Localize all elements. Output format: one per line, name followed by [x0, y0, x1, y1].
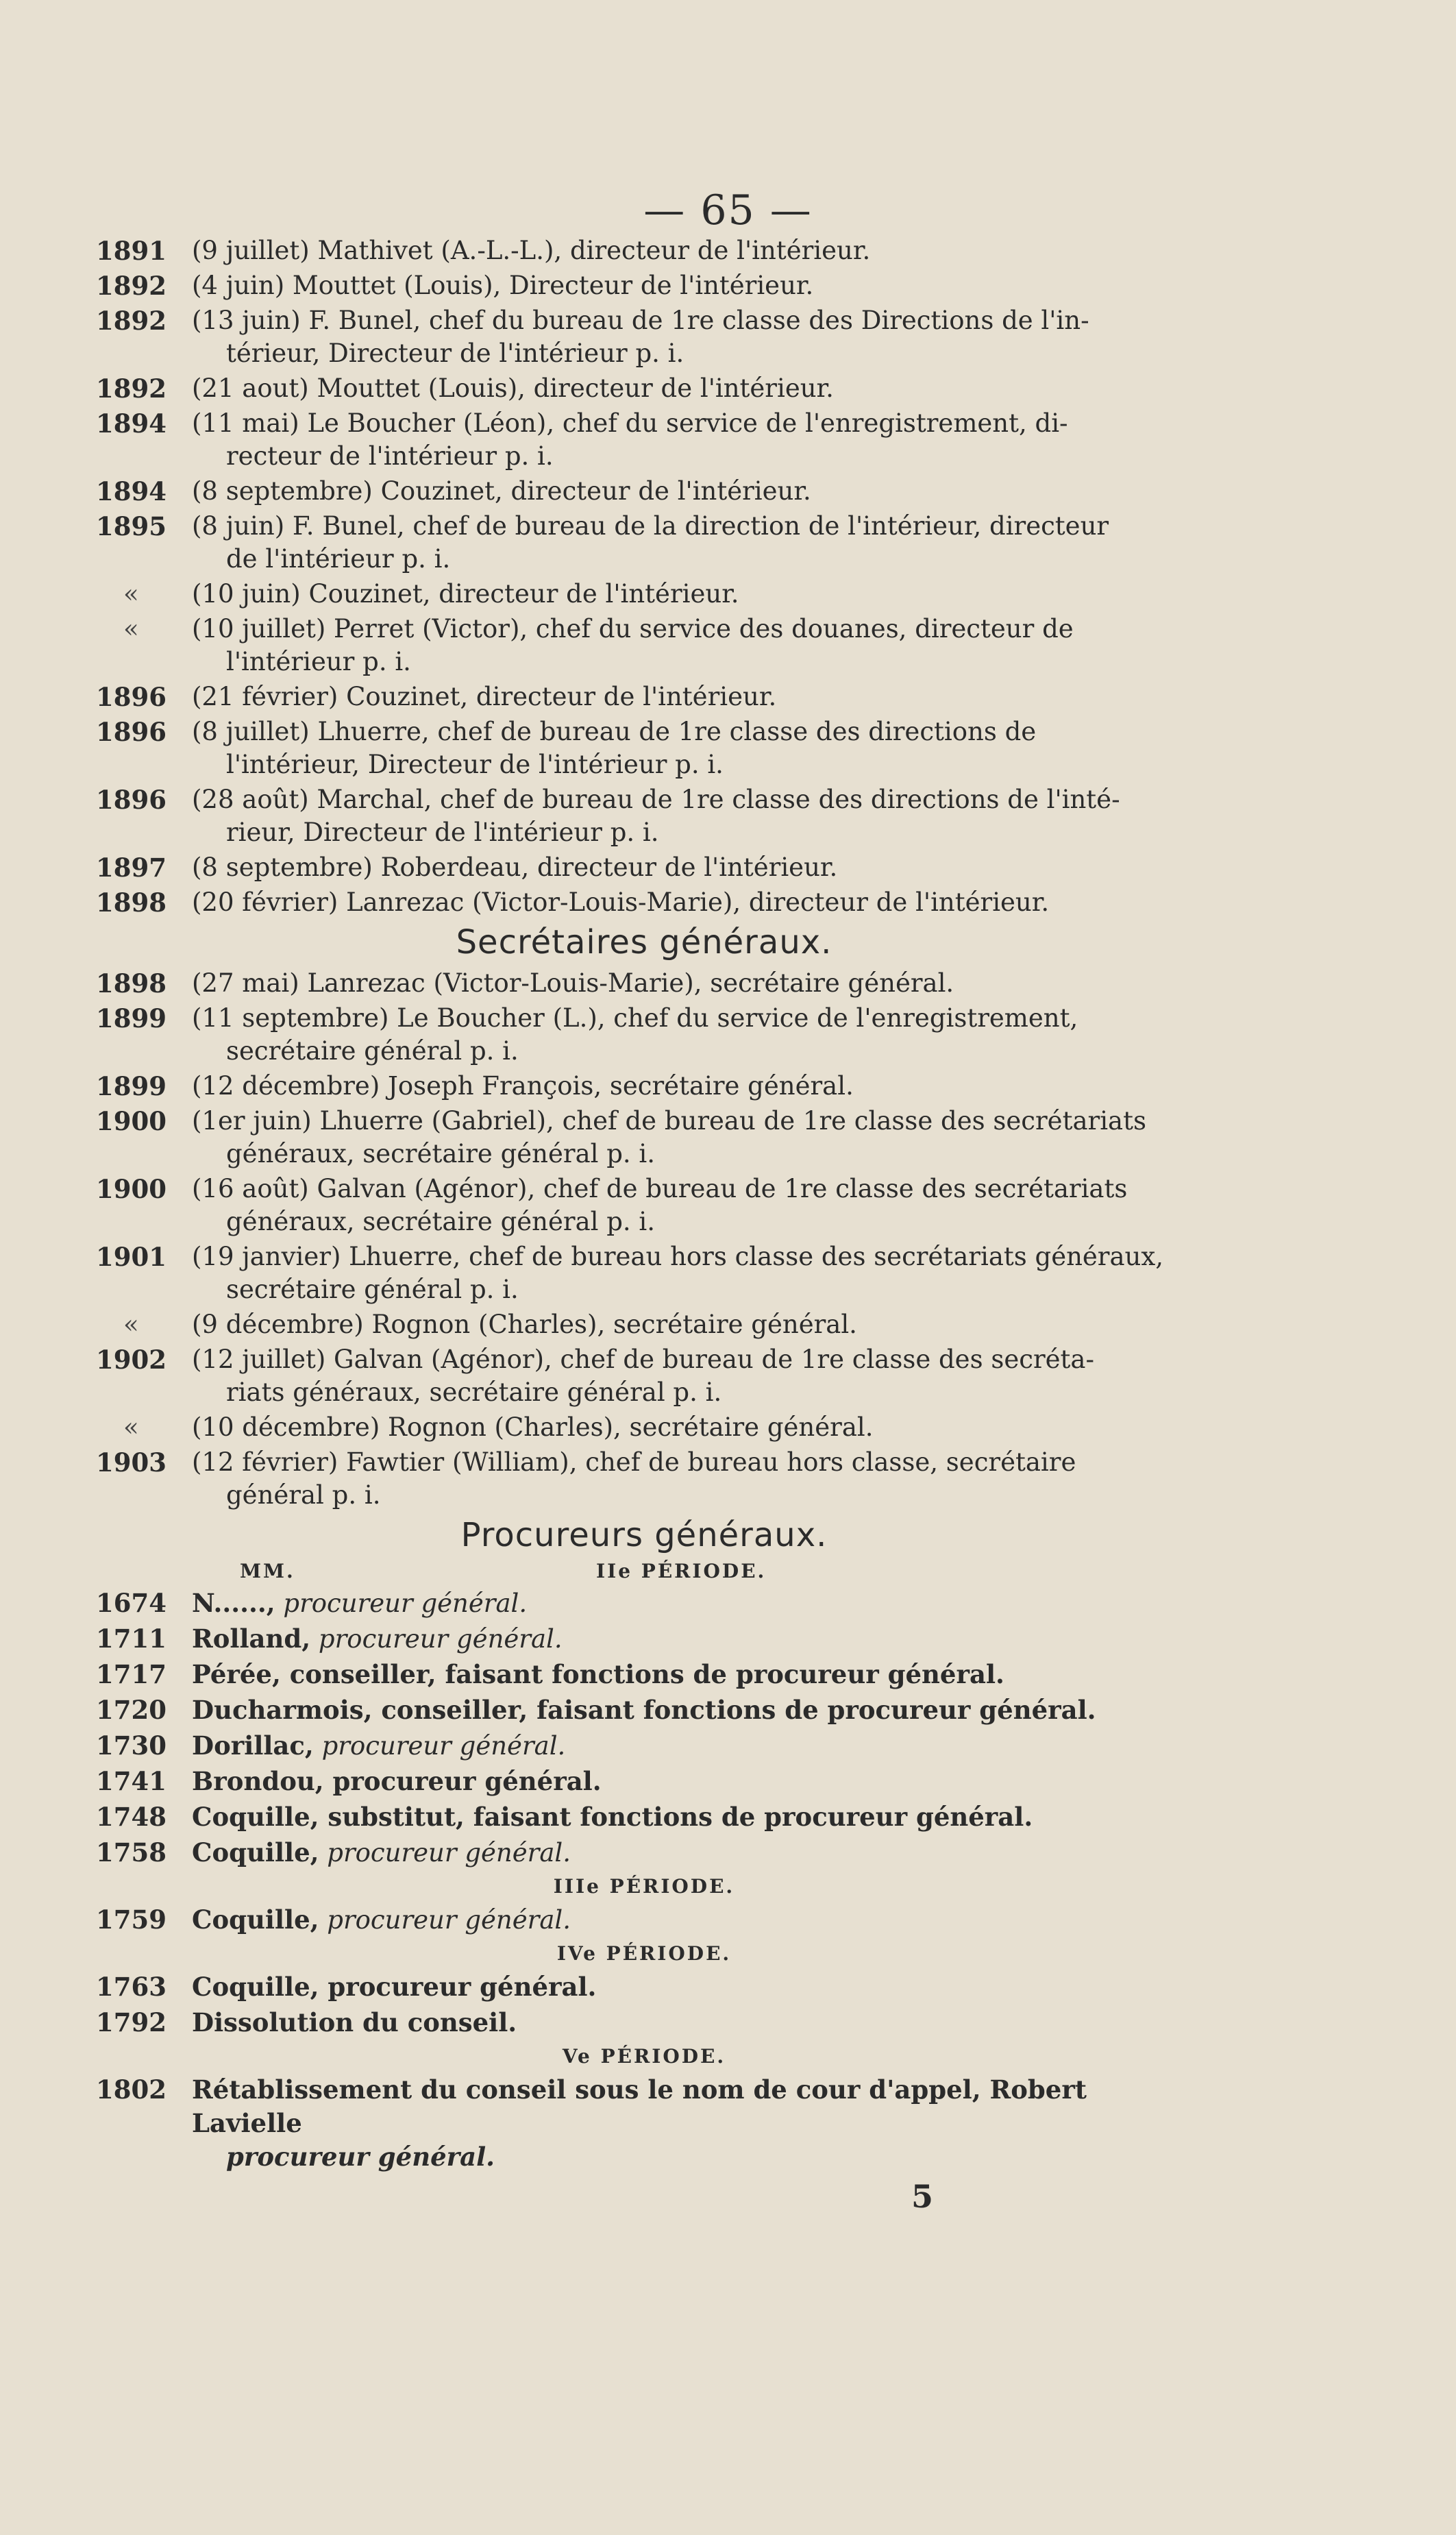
entry-text [192, 372, 1192, 405]
entry-year: 1901 [96, 1242, 166, 1272]
procureur-role: procureur général. [319, 1905, 571, 1935]
procureur-row [96, 1693, 1192, 1727]
procureur-name: Pérée, conseiller, faisant fonctions de procureur général. [192, 1659, 1004, 1689]
entry-line: (12 juillet) Galvan (Agénor), chef de bureau de 1re classe des secréta- [192, 1345, 1094, 1374]
procureurs-period-5 [96, 2073, 1192, 2173]
procureur-text [192, 2073, 1192, 2173]
secretaries-section [96, 967, 1192, 1512]
entry-line-continued: de l'intérieur p. i. [226, 544, 451, 574]
procureurs-period-2 [96, 1587, 1192, 1870]
entry-year: « [123, 1412, 139, 1442]
entry-text [192, 1411, 1192, 1444]
entry-line-continued: secrétaire général p. i. [226, 1275, 519, 1304]
procureur-text [192, 1729, 1192, 1763]
entry-year: « [123, 579, 139, 609]
entry-line-continued: secrétaire général p. i. [226, 1036, 519, 1066]
procureur-row [96, 1729, 1192, 1763]
procureurs-period-4 [96, 1970, 1192, 2040]
procureur-name: Brondou, procureur général. [192, 1766, 602, 1796]
entry-line-continued: généraux, secrétaire général p. i. [226, 1207, 656, 1236]
entry-line: (19 janvier) Lhuerre, chef de bureau hors classe des secrétariats généraux, [192, 1242, 1164, 1271]
entry-year: 1894 [96, 408, 166, 439]
procureur-row [96, 1970, 1192, 2004]
procureur-year: 1748 [96, 1802, 166, 1832]
entry-row [96, 510, 1192, 576]
signature-mark: 5 [911, 2178, 934, 2215]
procureur-text [192, 1658, 1192, 1691]
entry-row [96, 783, 1192, 849]
entry-row [96, 715, 1192, 781]
entry-line: (4 juin) Mouttet (Louis), Directeur de l'intérieur. [192, 271, 814, 300]
entry-year: 1892 [96, 306, 166, 336]
entry-row [96, 1308, 1192, 1341]
entry-text [192, 407, 1192, 473]
entry-row [96, 269, 1192, 302]
procureur-year: 1802 [96, 2074, 166, 2105]
entry-row [96, 1446, 1192, 1512]
entries-list [96, 234, 1192, 2175]
procureur-year: 1711 [96, 1624, 166, 1654]
procureur-year: 1758 [96, 1837, 166, 1867]
entry-line: (8 juin) F. Bunel, chef de bureau de la direction de l'intérieur, directeur [192, 511, 1109, 541]
entry-year: 1898 [96, 968, 166, 999]
entry-line: (10 juin) Couzinet, directeur de l'intérieur. [192, 579, 739, 609]
entry-row [96, 1240, 1192, 1306]
entry-line: (21 aout) Mouttet (Louis), directeur de l'intérieur. [192, 373, 834, 403]
entry-line-continued: général p. i. [226, 1480, 381, 1510]
entry-year: 1892 [96, 271, 166, 301]
procureur-row [96, 1836, 1192, 1870]
procureurs-period-3 [96, 1903, 1192, 1937]
page-number: — 65 — [643, 186, 813, 234]
entry-line: (8 septembre) Roberdeau, directeur de l'intérieur. [192, 853, 838, 882]
entry-row [96, 967, 1192, 1000]
entry-line-continued: généraux, secrétaire général p. i. [226, 1139, 656, 1168]
entry-year: 1895 [96, 511, 166, 541]
entry-text [192, 1173, 1192, 1238]
procureurs-title: Procureurs généraux. [460, 1516, 828, 1554]
entry-line: (11 septembre) Le Boucher (L.), chef du service de l'enregistrement, [192, 1003, 1078, 1033]
procureur-name: Dorillac, [192, 1730, 314, 1761]
procureur-name: Rolland, [192, 1624, 311, 1654]
entry-text [192, 234, 1192, 267]
procureur-year: 1792 [96, 2007, 166, 2037]
procureur-text [192, 1800, 1192, 1834]
entry-year: 1899 [96, 1003, 166, 1033]
procureur-year: 1717 [96, 1659, 166, 1689]
entry-row [96, 1343, 1192, 1409]
entry-text [192, 1308, 1192, 1341]
entry-line-continued: térieur, Directeur de l'intérieur p. i. [226, 339, 684, 368]
entry-year: 1897 [96, 853, 166, 883]
entry-row [96, 1411, 1192, 1444]
procureur-text [192, 1587, 1192, 1620]
entry-text [192, 1446, 1192, 1512]
procureur-role: procureur général. [310, 1624, 563, 1654]
procureur-row [96, 1903, 1192, 1937]
entry-text [192, 578, 1192, 611]
entry-row [96, 234, 1192, 267]
entry-text [192, 1240, 1192, 1306]
procureur-year: 1759 [96, 1905, 166, 1935]
period-header-2 [96, 1560, 1192, 1582]
entry-year: 1892 [96, 373, 166, 404]
procureur-row [96, 1800, 1192, 1834]
procureur-name: Coquille, substitut, faisant fonctions de procureur général. [192, 1802, 1033, 1832]
procureur-name: N......, [192, 1588, 275, 1618]
entry-text [192, 886, 1192, 919]
entry-line: (9 décembre) Rognon (Charles), secrétaire général. [192, 1310, 857, 1339]
entry-year: 1902 [96, 1345, 166, 1375]
entry-text [192, 1002, 1192, 1068]
entry-line: (28 août) Marchal, chef de bureau de 1re classe des directions de l'inté- [192, 785, 1120, 814]
entry-row [96, 1105, 1192, 1171]
entry-row [96, 1173, 1192, 1238]
entry-line-continued: rieur, Directeur de l'intérieur p. i. [226, 818, 659, 847]
entry-line: (1er juin) Lhuerre (Gabriel), chef de bureau de 1re classe des secrétariats [192, 1106, 1146, 1136]
entry-line: (10 juillet) Perret (Victor), chef du service des douanes, directeur de [192, 614, 1074, 644]
entry-line: (8 juillet) Lhuerre, chef de bureau de 1re classe des directions de [192, 717, 1037, 746]
procureur-year: 1741 [96, 1766, 166, 1796]
entry-text [192, 851, 1192, 884]
entry-text [192, 510, 1192, 576]
entry-year: 1903 [96, 1447, 166, 1478]
entry-text [192, 715, 1192, 781]
entry-row [96, 851, 1192, 884]
entry-line-continued: l'intérieur p. i. [226, 647, 411, 676]
period-label-4: IVe PÉRIODE. [556, 1942, 732, 1965]
directors-section [96, 234, 1192, 919]
entry-line: (10 décembre) Rognon (Charles), secrétaire général. [192, 1412, 874, 1442]
entry-text [192, 304, 1192, 370]
procureur-name: Coquille, [192, 1837, 319, 1867]
procureur-text [192, 1693, 1192, 1727]
entry-line: (13 juin) F. Bunel, chef du bureau de 1re classe des Directions de l'in- [192, 306, 1089, 335]
entry-year: 1896 [96, 717, 166, 747]
entry-line-continued: l'intérieur, Directeur de l'intérieur p. i. [226, 750, 724, 779]
entry-row [96, 886, 1192, 919]
entry-text [192, 1105, 1192, 1171]
procureur-text [192, 1903, 1192, 1937]
entry-year: « [123, 1310, 139, 1339]
procureur-text [192, 1765, 1192, 1798]
entry-text [192, 1343, 1192, 1409]
entry-line-continued: recteur de l'intérieur p. i. [226, 441, 554, 471]
procureur-name: Coquille, [192, 1905, 319, 1935]
entry-text [192, 1070, 1192, 1103]
procureur-name: Ducharmois, conseiller, faisant fonctions de procureur général. [192, 1695, 1096, 1725]
entry-text [192, 967, 1192, 1000]
procureur-text [192, 1836, 1192, 1870]
procureur-row [96, 1765, 1192, 1798]
procureur-role: procureur général. [275, 1589, 528, 1618]
entry-text [192, 681, 1192, 713]
period-label-3: IIIe PÉRIODE. [553, 1875, 735, 1898]
entry-line: (11 mai) Le Boucher (Léon), chef du service de l'enregistrement, di- [192, 408, 1068, 438]
entry-line: (9 juillet) Mathivet (A.-L.-L.), directeur de l'intérieur. [192, 236, 871, 265]
entry-line: (21 février) Couzinet, directeur de l'intérieur. [192, 682, 777, 711]
entry-row [96, 613, 1192, 678]
procureur-text [192, 2006, 1192, 2040]
procureur-name: Rétablissement du conseil sous le nom de cour d'appel, Robert Lavielle [192, 2074, 1087, 2138]
entry-line: (27 mai) Lanrezac (Victor-Louis-Marie), secrétaire général. [192, 968, 954, 998]
procureur-year: 1720 [96, 1695, 166, 1725]
procureur-row [96, 2073, 1192, 2173]
procureur-year: 1763 [96, 1972, 166, 2002]
procureur-year: 1730 [96, 1730, 166, 1761]
entry-row [96, 578, 1192, 611]
mm-label: MM. [240, 1560, 295, 1582]
procureur-row [96, 1622, 1192, 1656]
entry-text [192, 613, 1192, 678]
entry-row [96, 1070, 1192, 1103]
entry-row [96, 475, 1192, 508]
entry-text [192, 783, 1192, 849]
entry-year: 1898 [96, 887, 166, 918]
procureur-text [192, 1970, 1192, 2004]
entry-text [192, 475, 1192, 508]
entry-year: 1896 [96, 682, 166, 712]
entry-year: 1891 [96, 236, 166, 266]
procureur-name: Dissolution du conseil. [192, 2007, 517, 2037]
procureur-row [96, 1587, 1192, 1620]
entry-year: 1896 [96, 785, 166, 815]
entry-year: 1899 [96, 1071, 166, 1101]
entry-row [96, 372, 1192, 405]
entry-line: (12 décembre) Joseph François, secrétaire général. [192, 1071, 854, 1101]
period-label-2: IIe PÉRIODE. [596, 1560, 767, 1582]
entry-year: « [123, 614, 139, 644]
procureur-name: Coquille, procureur général. [192, 1972, 597, 2002]
entry-year: 1900 [96, 1174, 166, 1204]
entry-line: (20 février) Lanrezac (Victor-Louis-Marie), directeur de l'intérieur. [192, 887, 1050, 917]
procureur-role: procureur général. [319, 1838, 571, 1867]
entry-row [96, 681, 1192, 713]
procureur-row [96, 2006, 1192, 2040]
entry-line: (16 août) Galvan (Agénor), chef de bureau de 1re classe des secrétariats [192, 1174, 1128, 1203]
period-label-5: Ve PÉRIODE. [562, 2045, 726, 2068]
entry-year: 1894 [96, 476, 166, 506]
entry-line: (8 septembre) Couzinet, directeur de l'intérieur. [192, 476, 811, 506]
entry-text [192, 269, 1192, 302]
secretaries-title: Secrétaires généraux. [456, 923, 832, 962]
procureur-text [192, 1622, 1192, 1656]
entry-year: 1900 [96, 1106, 166, 1136]
procureur-role: procureur général. [313, 1731, 566, 1761]
entry-line-continued: riats généraux, secrétaire général p. i. [226, 1377, 722, 1407]
entry-line: (12 février) Fawtier (William), chef de bureau hors classe, secrétaire [192, 1447, 1076, 1477]
procureur-year: 1674 [96, 1588, 166, 1618]
entry-row [96, 304, 1192, 370]
entry-row [96, 407, 1192, 473]
procureur-role-continued: procureur général. [226, 2142, 495, 2172]
entry-row [96, 1002, 1192, 1068]
procureur-row [96, 1658, 1192, 1691]
